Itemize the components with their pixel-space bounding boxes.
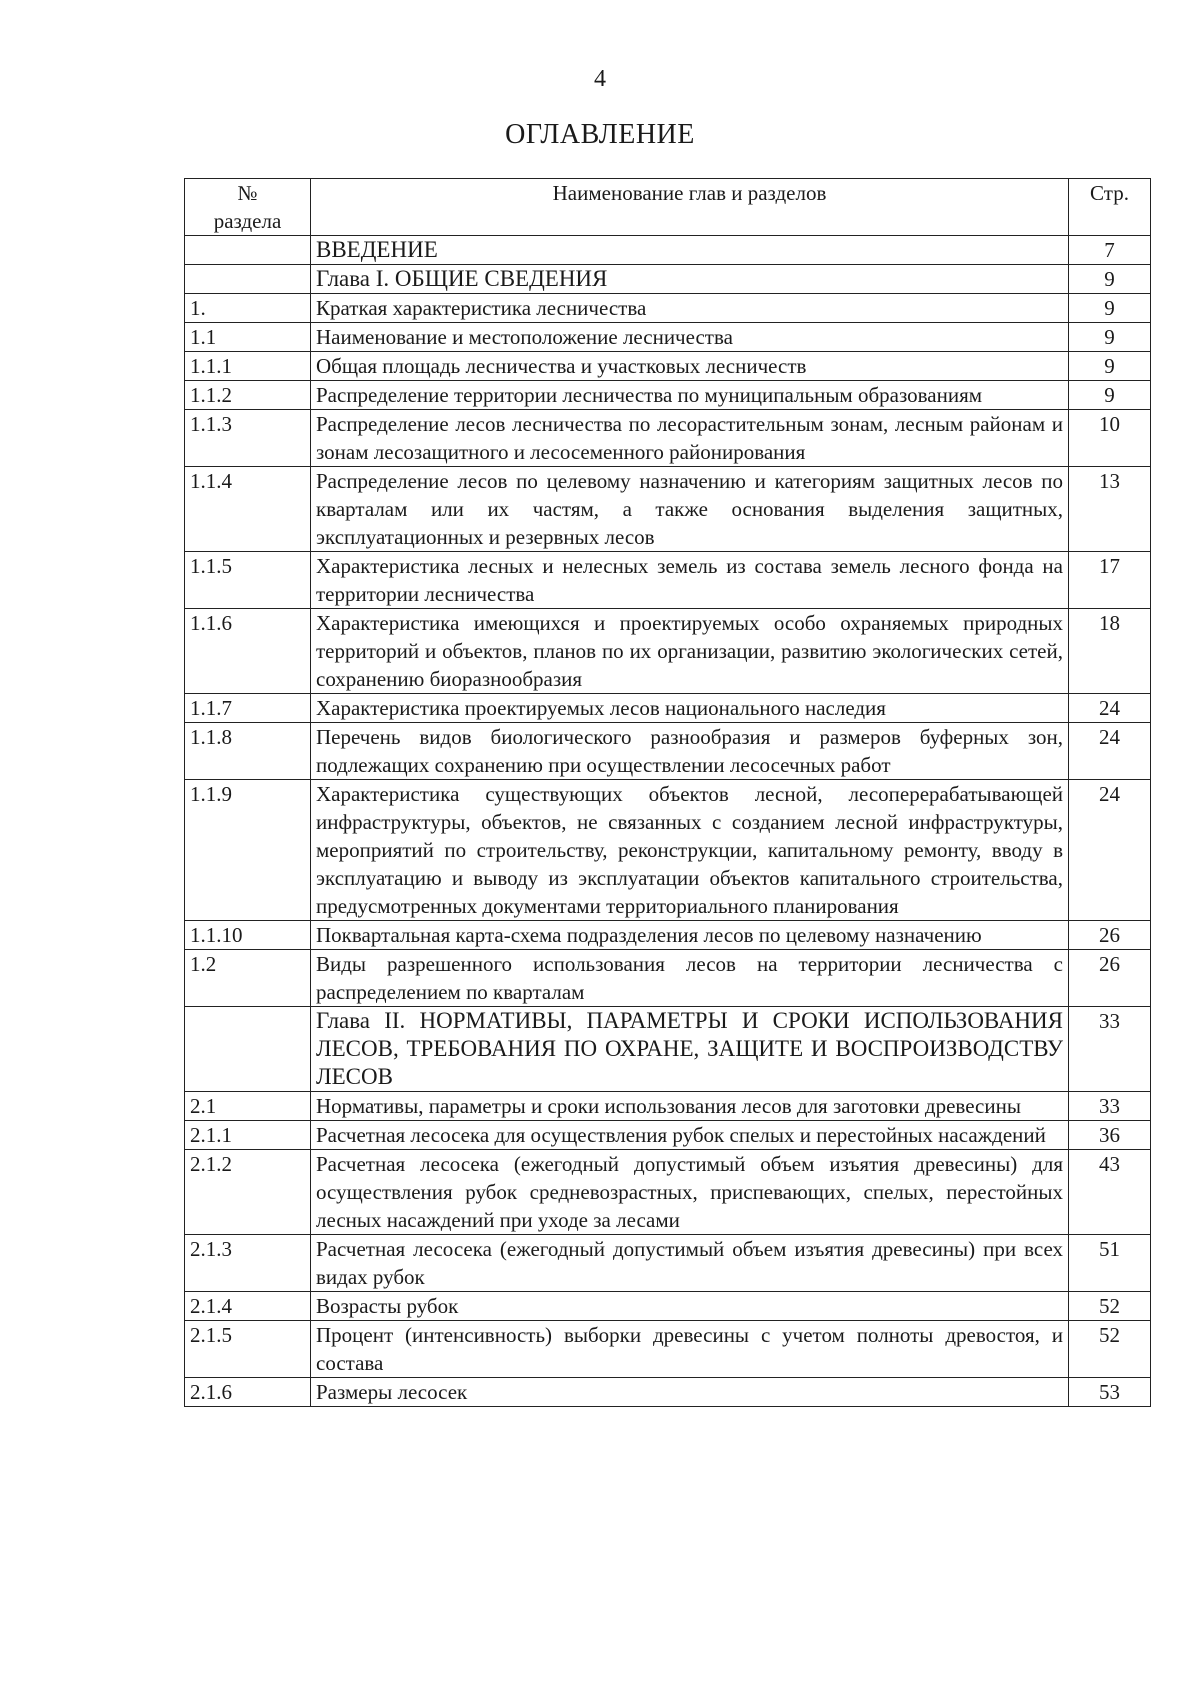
section-page: 24 <box>1069 694 1151 723</box>
section-number: 1.1 <box>185 323 311 352</box>
table-row <box>185 723 1151 780</box>
toc-header-row <box>185 179 1151 236</box>
section-page: 36 <box>1069 1121 1151 1150</box>
section-number: 2.1.6 <box>185 1378 311 1407</box>
toc-body <box>185 236 1151 1407</box>
section-title: Распределение лесов лесничества по лесорастительным зонам, лесным районам и зонам лесозащитного и лесосеменного районирования <box>311 410 1069 467</box>
section-title: Возрасты рубок <box>311 1292 1069 1321</box>
section-title: Общая площадь лесничества и участковых лесничеств <box>311 352 1069 381</box>
section-page: 33 <box>1069 1007 1151 1092</box>
section-page: 13 <box>1069 467 1151 552</box>
section-page: 17 <box>1069 552 1151 609</box>
section-title: Распределение лесов по целевому назначению и категориям защитных лесов по кварталам или их частям, а также основания выделения защитных, эксплуатационных и резервных лесов <box>311 467 1069 552</box>
table-row <box>185 950 1151 1007</box>
section-title: Краткая характеристика лесничества <box>311 294 1069 323</box>
table-row <box>185 921 1151 950</box>
column-header-number-sign: № <box>237 181 258 205</box>
section-number: 1.1.7 <box>185 694 311 723</box>
section-number: 1.1.8 <box>185 723 311 780</box>
section-page: 9 <box>1069 381 1151 410</box>
section-page: 43 <box>1069 1150 1151 1235</box>
section-title: Распределение территории лесничества по муниципальным образованиям <box>311 381 1069 410</box>
section-page: 33 <box>1069 1092 1151 1121</box>
table-row <box>185 323 1151 352</box>
section-title: ВВЕДЕНИЕ <box>311 236 1069 265</box>
section-title: Характеристика существующих объектов лесной, лесоперерабатывающей инфраструктуры, объектов, не связанных с созданием лесной инфраструктуры, мероприятий по строительству, реконструкции, капитальному ремонту, вводу в эксплуатацию и выводу из эксплуатации объектов капитального строительства, предусмотренных документами территориального планирования <box>311 780 1069 921</box>
page-title: ОГЛАВЛЕНИЕ <box>505 119 695 150</box>
section-page: 51 <box>1069 1235 1151 1292</box>
section-page: 9 <box>1069 294 1151 323</box>
section-page: 18 <box>1069 609 1151 694</box>
toc-table <box>184 178 1151 1407</box>
section-number: 1.2 <box>185 950 311 1007</box>
section-number: 2.1.1 <box>185 1121 311 1150</box>
table-row <box>185 694 1151 723</box>
column-header-section-word: раздела <box>213 209 282 233</box>
section-number: 1.1.3 <box>185 410 311 467</box>
table-row <box>185 780 1151 921</box>
section-number: 1.1.9 <box>185 780 311 921</box>
column-header-page: Стр. <box>1069 179 1151 236</box>
section-number: 1. <box>185 294 311 323</box>
section-number: 1.1.6 <box>185 609 311 694</box>
section-title: Глава I. ОБЩИЕ СВЕДЕНИЯ <box>311 265 1069 294</box>
table-row <box>185 294 1151 323</box>
section-page: 52 <box>1069 1292 1151 1321</box>
section-number: 2.1.2 <box>185 1150 311 1235</box>
page-number: 4 <box>594 66 606 92</box>
table-row <box>185 1321 1151 1378</box>
section-title: Виды разрешенного использования лесов на территории лесничества с распределением по кварталам <box>311 950 1069 1007</box>
table-row <box>185 467 1151 552</box>
table-row <box>185 609 1151 694</box>
section-number: 1.1.10 <box>185 921 311 950</box>
table-row <box>185 1292 1151 1321</box>
section-number: 1.1.4 <box>185 467 311 552</box>
section-page: 26 <box>1069 950 1151 1007</box>
section-page: 24 <box>1069 780 1151 921</box>
section-title: Расчетная лесосека (ежегодный допустимый объем изъятия древесины) для осуществления рубок средневозрастных, приспевающих, спелых, перестойных лесных насаждений при уходе за лесами <box>311 1150 1069 1235</box>
table-row <box>185 1092 1151 1121</box>
section-title: Глава II. НОРМАТИВЫ, ПАРАМЕТРЫ И СРОКИ ИСПОЛЬЗОВАНИЯ ЛЕСОВ, ТРЕБОВАНИЯ ПО ОХРАНЕ, ЗАЩИТЕ И ВОСПРОИЗВОДСТВУ ЛЕСОВ <box>311 1007 1069 1092</box>
table-row <box>185 265 1151 294</box>
section-title: Нормативы, параметры и сроки использования лесов для заготовки древесины <box>311 1092 1069 1121</box>
section-title: Размеры лесосек <box>311 1378 1069 1407</box>
column-header-title: Наименование глав и разделов <box>311 179 1069 236</box>
section-page: 9 <box>1069 352 1151 381</box>
section-page: 26 <box>1069 921 1151 950</box>
section-number <box>185 1007 311 1092</box>
table-row <box>185 381 1151 410</box>
section-number <box>185 236 311 265</box>
section-number: 1.1.2 <box>185 381 311 410</box>
section-page: 10 <box>1069 410 1151 467</box>
section-title: Расчетная лесосека (ежегодный допустимый объем изъятия древесины) при всех видах рубок <box>311 1235 1069 1292</box>
column-header-section-number <box>185 179 311 236</box>
section-page: 9 <box>1069 265 1151 294</box>
table-row <box>185 1121 1151 1150</box>
table-row <box>185 1150 1151 1235</box>
section-title: Расчетная лесосека для осуществления рубок спелых и перестойных насаждений <box>311 1121 1069 1150</box>
table-row <box>185 1007 1151 1092</box>
section-title: Характеристика проектируемых лесов национального наследия <box>311 694 1069 723</box>
section-number <box>185 265 311 294</box>
section-title: Наименование и местоположение лесничества <box>311 323 1069 352</box>
section-number: 2.1.3 <box>185 1235 311 1292</box>
section-title: Перечень видов биологического разнообразия и размеров буферных зон, подлежащих сохранению при осуществлении лесосечных работ <box>311 723 1069 780</box>
section-title: Характеристика лесных и нелесных земель из состава земель лесного фонда на территории лесничества <box>311 552 1069 609</box>
section-number: 2.1.4 <box>185 1292 311 1321</box>
table-row <box>185 236 1151 265</box>
section-number: 2.1.5 <box>185 1321 311 1378</box>
section-page: 24 <box>1069 723 1151 780</box>
section-number: 1.1.5 <box>185 552 311 609</box>
table-row <box>185 352 1151 381</box>
section-page: 53 <box>1069 1378 1151 1407</box>
table-row <box>185 1235 1151 1292</box>
table-row <box>185 552 1151 609</box>
section-page: 9 <box>1069 323 1151 352</box>
section-page: 7 <box>1069 236 1151 265</box>
section-title: Поквартальная карта-схема подразделения лесов по целевому назначению <box>311 921 1069 950</box>
section-title: Процент (интенсивность) выборки древесины с учетом полноты древостоя, и состава <box>311 1321 1069 1378</box>
table-row <box>185 1378 1151 1407</box>
section-number: 2.1 <box>185 1092 311 1121</box>
section-page: 52 <box>1069 1321 1151 1378</box>
section-number: 1.1.1 <box>185 352 311 381</box>
table-row <box>185 410 1151 467</box>
section-title: Характеристика имеющихся и проектируемых особо охраняемых природных территорий и объектов, планов по их организации, развитию экологических сетей, сохранению биоразнообразия <box>311 609 1069 694</box>
